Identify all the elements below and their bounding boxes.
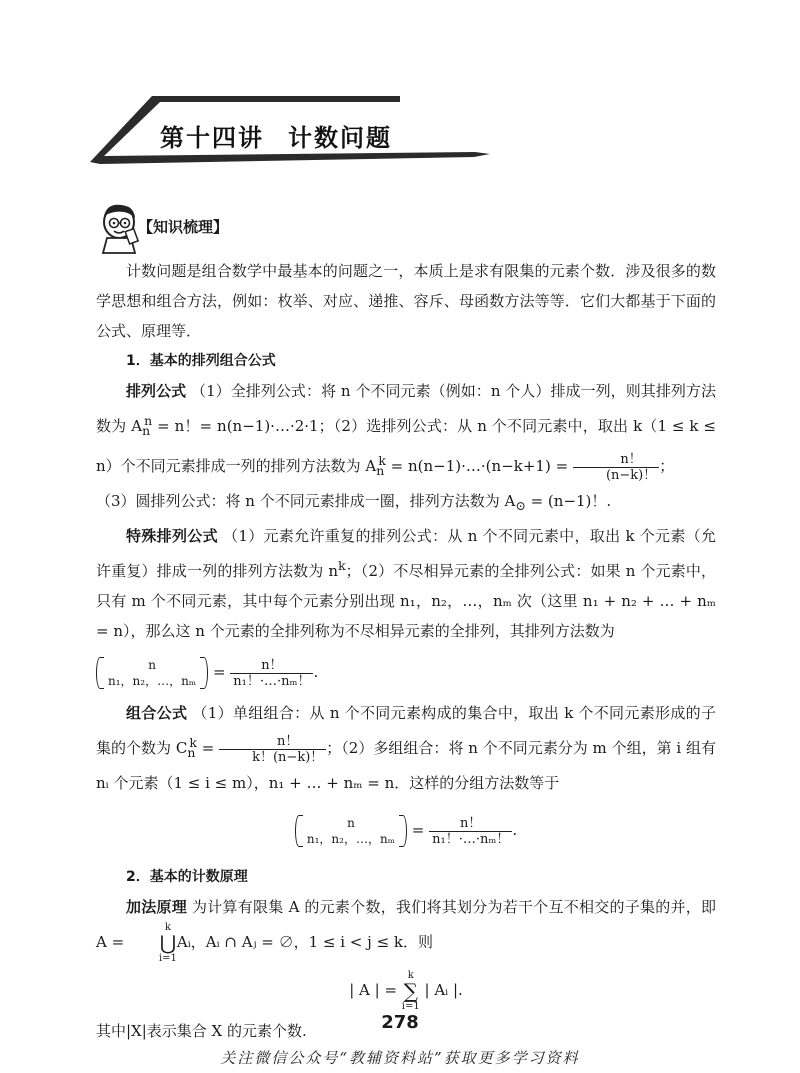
heading-permutation-combination: 1．基本的排列组合公式 (126, 353, 276, 369)
paragraph-addition (96, 892, 716, 964)
denominator: k！(n−k)！ (252, 749, 324, 765)
label-permutation: 排列公式 (126, 382, 187, 400)
formula-multiset: n n₁，n₂，…，nₘ = $\frac{n!}{\text{n₁！·…·nₘ！}}$ . (96, 646, 716, 698)
paragraph-set-size: 其中|X|表示集合 X 的元素个数. (96, 1022, 307, 1040)
text: . (512, 821, 518, 839)
chapter-subtitle: 计数问题 (288, 124, 392, 152)
numerator: n！ (573, 452, 659, 468)
paragraph-circular: （3）圆排列公式：将 n 个不同元素排成一圈，排列方法数为 $A_⊙ = (n-1)$！. (96, 492, 612, 513)
multinomial (295, 815, 407, 847)
text: . (313, 663, 319, 681)
text: Aᵢ，Aᵢ ∩ Aⱼ = ∅，1 ≤ i < j ≤ k．则 (176, 933, 433, 951)
text: （1）全排列公式：将 n 个不同元素（例如：n 个人）排成一列，则其排列方法数为 A (96, 382, 716, 435)
denominator: n₁！·…·nₘ！ (233, 673, 311, 689)
fraction (573, 452, 659, 483)
multinomial (96, 657, 208, 689)
label-special: 特殊排列公式 (126, 527, 218, 545)
sum-symbol: ∑ (403, 979, 418, 1003)
text: = n！= n(n−1)·…·2·1；（2）选排列公式：从 n 个不同元素中，取出 k（1 ≤ k ≤ n）个不同元素排成一列的排列方法数为 A (96, 417, 716, 475)
paragraph-special: 特殊排列公式 （1）元素允许重复的排列公式：从 n 个不同元素中，取出 k 个元素（允许重复）排成一列的排列方法数为 $n^k$；（2）不尽相异元素的全排列公式：如果 n 个元素中，只有 m 个不同元素，其中每个元素分别出现 n₁，n₂，…，nₘ 次（这里 n₁ + n₂ + … + nₘ = n），那么这 n 个元素的全排列称为不尽相异元素的全排列，其排列方法数为 (96, 527, 716, 640)
binom-bottom: n₁，n₂，…，nₘ (108, 674, 197, 688)
binom-top: n (347, 816, 355, 830)
fraction (219, 734, 326, 765)
mascot-icon (97, 202, 139, 254)
text: （1）单组组合：从 n 个不同元素构成的集合中，取出 k 个不同元素形成的子集的个数为 C (96, 704, 716, 757)
formula-sum (96, 964, 716, 1016)
page-number: 278 (381, 1012, 419, 1033)
body-content (96, 256, 716, 1046)
text: = (n−1)！. (525, 492, 612, 510)
numerator: n！ (429, 816, 512, 832)
section-heading: 【知识梳理】 (138, 218, 229, 236)
paragraph-permutation: 排列公式 （1）全排列公式：将 n 个不同元素（例如：n 个人）排成一列，则其排列方法数为 $A_n^n = n$！= n(n−1)·…·2·1；（2）选排列公式：从 n 个不同元素中，取出 k（1 ≤ k ≤ n）个不同元素排成一列的排列方法数为 $A_n^k$ = n(n−1)·…·(n−k+1) = $\frac{n!}{(n-k)!}$ ； (96, 382, 716, 483)
label-combination: 组合公式 (126, 704, 188, 722)
sum-top: k (407, 970, 414, 981)
text: ；（2）不尽相异元素的全排列公式：如果 n 个元素中，只有 m 个不同元素，其中每个元素分别出现 n₁，n₂，…，nₘ 次（这里 n₁ + n₂ + … + nₘ = n），那么这 n 个元素的全排列称为不尽相异元素的全排列，其排列方法数为 (96, 562, 716, 640)
text: （3）圆排列公式：将 n 个不同元素排成一圈，排列方法数为 A (96, 492, 516, 510)
sum-bottom: i=1 (401, 1001, 420, 1012)
paragraph-combination: 组合公式 （1）单组组合：从 n 个不同元素构成的集合中，取出 k 个不同元素形成的子集的个数为 $C_n^k$ = $\frac{n!}{k!(n-k)!}$ ；（2）多组组合：将 n 个不同元素分为 m 个组，第 i 组有 nᵢ 个元素（1 ≤ i ≤ m），n₁ + … + nₘ = n．这样的分组方法数等于 (96, 704, 716, 792)
chapter-number: 第十四讲 (160, 124, 264, 152)
intro-paragraph: 计数问题是组合数学中最基本的问题之一，本质上是求有限集的元素个数．涉及很多的数学思想和组合方法，例如：枚举、对应、递推、容斥、母函数方法等等．它们大都基于下面的公式、原理等． (96, 262, 716, 340)
binom-bottom: n₁，n₂，…，nₘ (306, 832, 396, 846)
denominator: (n−k)！ (605, 467, 657, 483)
sum-operator (402, 970, 420, 1012)
text: （1）元素允许重复的排列公式：从 n 个不同元素中，取出 k 个元素（允许重复）排成一列的排列方法数为 n (96, 527, 716, 580)
fraction (429, 816, 512, 847)
chapter-title (160, 118, 392, 153)
text: | Aᵢ |. (419, 981, 463, 999)
formula-grouping: n n₁，n₂，…，nₘ = $\frac{n!}{\text{n₁！·…·nₘ！}}$ . (96, 798, 716, 862)
text: ；（2）多组组合：将 n 个不同元素分为 m 个组，第 i 组有 nᵢ 个元素（1 ≤ i ≤ m），n₁ + … + nₘ = n．这样的分组方法数等于 (96, 739, 716, 792)
text: ； (659, 457, 675, 475)
text: = n(n−1)·…·(n−k+1) = (385, 457, 573, 475)
numerator: n！ (219, 734, 326, 750)
union-bottom: i=1 (158, 953, 177, 964)
text: | A | = (349, 981, 402, 999)
union-operator (129, 922, 177, 964)
heading-counting-principle: 2．基本的计数原理 (126, 869, 248, 885)
fraction (230, 658, 313, 689)
label-addition: 加法原理 (126, 898, 188, 916)
union-symbol: ⋃ (159, 931, 177, 955)
numerator: n！ (230, 658, 313, 674)
footer-note: 关注微信公众号“教辅资料站”获取更多学习资料 (220, 1049, 580, 1067)
union-top: k (164, 922, 171, 933)
denominator: n₁！·…·nₘ！ (432, 831, 510, 847)
binom-top: n (148, 658, 156, 672)
text: 为计算有限集 A 的元素个数，我们将其划分为若干个互不相交的子集的并，即 A = (96, 898, 716, 951)
